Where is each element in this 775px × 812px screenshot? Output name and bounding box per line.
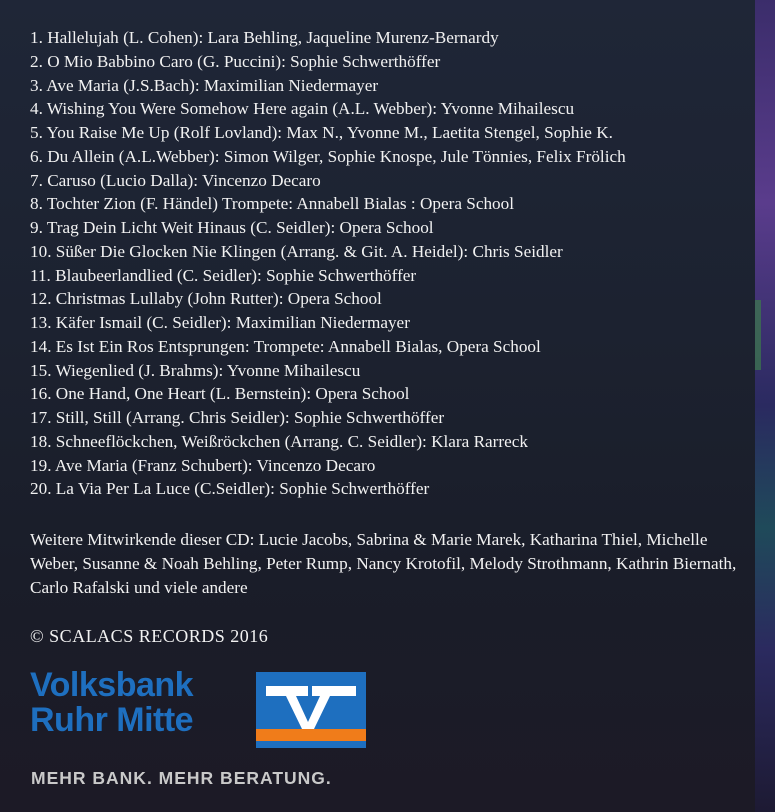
track-item: 13. Käfer Ismail (C. Seidler): Maximilian Niedermayer — [30, 313, 410, 332]
sponsor-name-line2: Ruhr Mitte — [30, 701, 194, 739]
copyright-notice: © SCALACS RECORDS 2016 — [30, 626, 269, 646]
additional-credits: Weitere Mitwirkende dieser CD: Lucie Jacobs, Sabrina & Marie Marek, Katharina Thiel, Michelle Weber, Susanne & Noah Behling, Peter Rump, Nancy Krotofil, Melody Strothmann, Kathrin Biernath, Carlo Rafalski und viele andere — [30, 530, 737, 597]
track-list — [30, 26, 626, 501]
track-item: 5. You Raise Me Up (Rolf Lovland): Max N., Yvonne M., Laetita Stengel, Sophie K. — [30, 123, 613, 142]
cover-art-edge — [755, 0, 775, 812]
track-item: 4. Wishing You Were Somehow Here again (A.L. Webber): Yvonne Mihailescu — [30, 99, 575, 119]
sponsor-name — [30, 668, 193, 738]
track-item: 18. Schneeflöckchen, Weißröckchen (Arrang. C. Seidler): Klara Rarreck — [30, 431, 528, 451]
track-item: 2. O Mio Babbino Caro (G. Puccini): Sophie Schwerthöffer — [30, 51, 441, 71]
track-item: 19. Ave Maria (Franz Schubert): Vincenzo Decaro — [30, 455, 376, 475]
sponsor-name-line1: Volksbank — [30, 666, 194, 704]
track-item: 14. Es Ist Ein Ros Entsprungen: Trompete: Annabell Bialas, Opera School — [30, 336, 541, 356]
track-item: 6. Du Allein (A.L.Webber): Simon Wilger, Sophie Knospe, Jule Tönnies, Felix Frölich — [30, 146, 626, 166]
track-item: 15. Wiegenlied (J. Brahms): Yvonne Mihailescu — [30, 360, 361, 380]
track-item: 7. Caruso (Lucio Dalla): Vincenzo Decaro — [30, 170, 321, 190]
track-item: 12. Christmas Lullaby (John Rutter): Opera School — [30, 289, 382, 309]
track-item: 17. Still, Still (Arrang. Chris Seidler): Sophie Schwerthöffer — [30, 408, 445, 427]
track-item: 8. Tochter Zion (F. Händel) Trompete: Annabell Bialas : Opera School — [30, 194, 514, 214]
sponsor-tagline: MEHR BANK. MEHR BERATUNG. — [31, 768, 332, 788]
track-item: 20. La Via Per La Luce (C.Seidler): Sophie Schwerthöffer — [30, 479, 430, 499]
track-item: 3. Ave Maria (J.S.Bach): Maximilian Niedermayer — [30, 75, 379, 95]
track-item: 16. One Hand, One Heart (L. Bernstein): Opera School — [30, 384, 410, 404]
track-item: 9. Trag Dein Licht Weit Hinaus (C. Seidler): Opera School — [30, 218, 434, 237]
track-item: 1. Hallelujah (L. Cohen): Lara Behling, Jaqueline Murenz-Bernardy — [30, 28, 499, 47]
track-item: 10. Süßer Die Glocken Nie Klingen (Arrang. & Git. A. Heidel): Chris Seidler — [30, 241, 563, 261]
track-item: 11. Blaubeerlandlied (C. Seidler): Sophie Schwerthöffer — [30, 265, 417, 285]
volksbank-logo-icon — [256, 672, 366, 748]
